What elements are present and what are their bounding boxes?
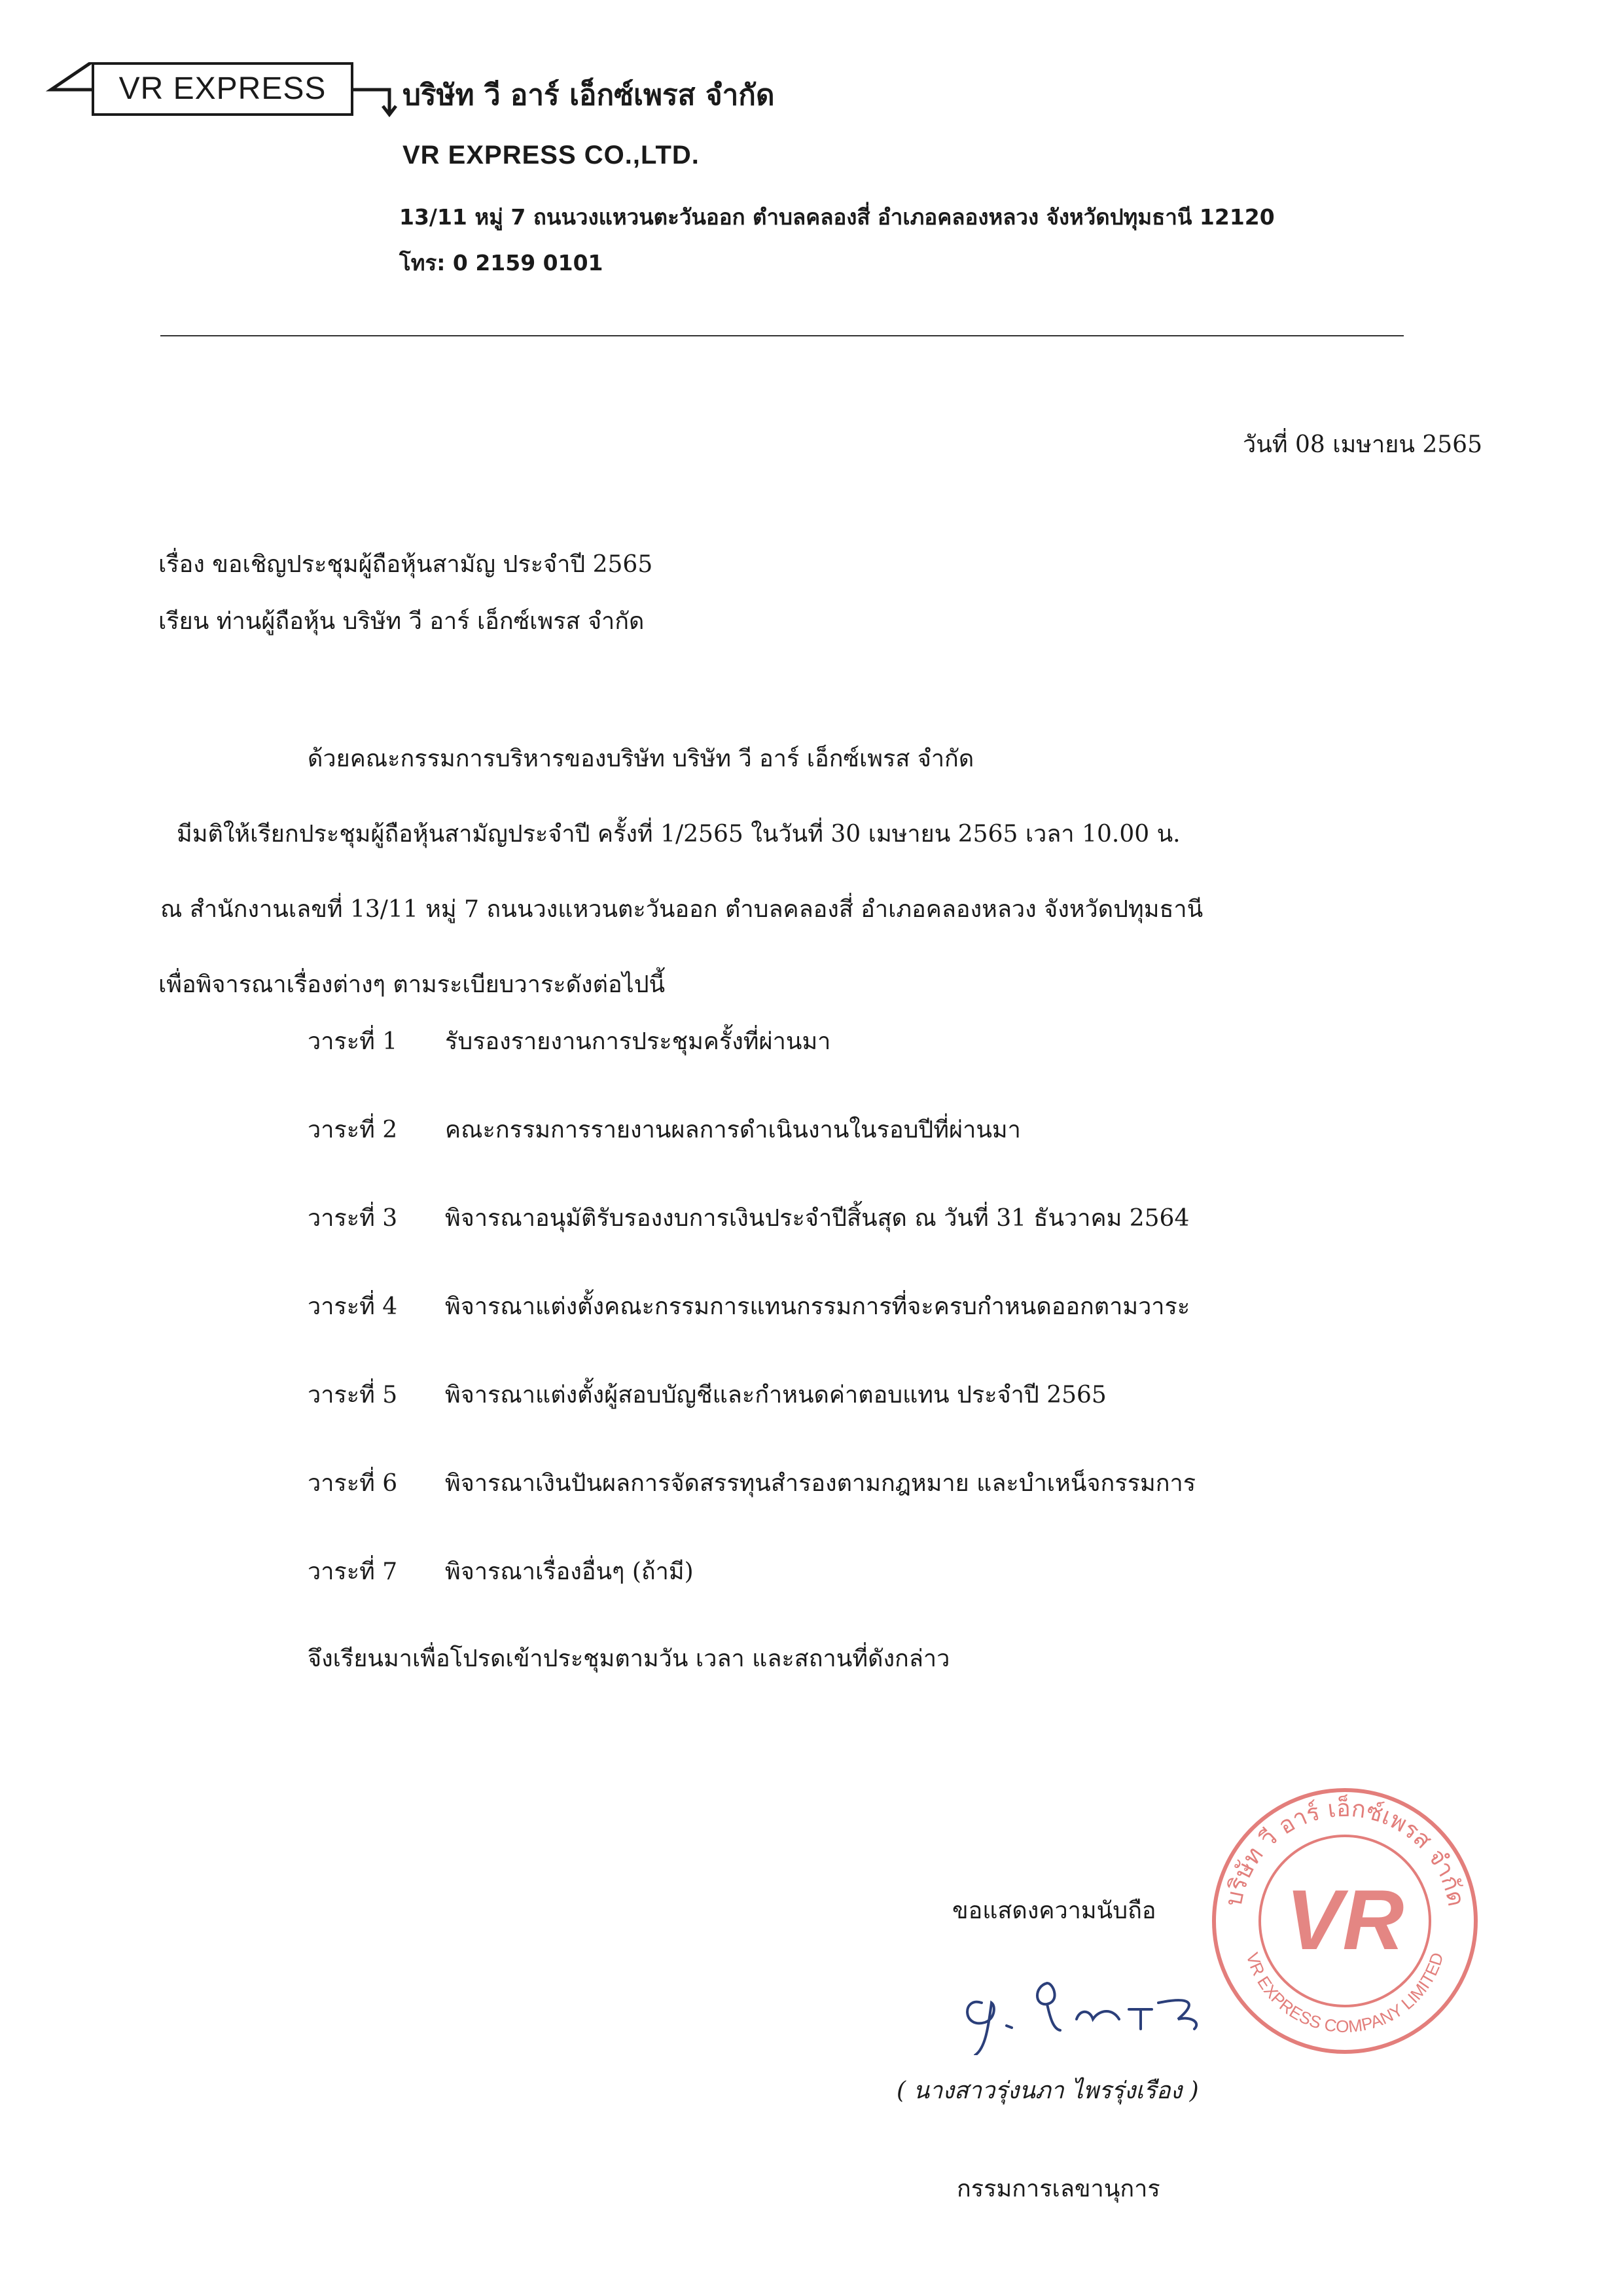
agenda-number: วาระที่ 3 [308,1205,398,1232]
agenda-number: วาระที่ 2 [308,1117,398,1143]
agenda-number: วาระที่ 1 [308,1028,398,1055]
logo-text: VR EXPRESS [92,62,353,116]
body-line-1: ด้วยคณะกรรมการบริหารของบริษัท บริษัท วี อาร์ เอ็กซ์เพรส จำกัด [308,745,974,772]
agenda-number: วาระที่ 6 [308,1470,398,1497]
agenda-text: พิจารณาเรื่องอื่นๆ (ถ้ามี) [445,1558,694,1585]
logo-arrow-left-icon [46,62,93,101]
stamp-ring-text-bottom: VR EXPRESS COMPANY LIMITED [1242,1950,1448,2037]
letter-subject: เรื่อง ขอเชิญประชุมผู้ถือหุ้นสามัญ ประจำปี 2565 [158,551,653,578]
closing-line: จึงเรียนมาเพื่อโปรดเข้าประชุมตามวัน เวลา และสถานที่ดังกล่าว [308,1645,950,1672]
letter-recipient: เรียน ท่านผู้ถือหุ้น บริษัท วี อาร์ เอ็กซ์เพรส จำกัด [158,608,645,635]
agenda-number: วาระที่ 5 [308,1382,398,1408]
logo-arrow-right-icon [353,83,399,122]
agenda-text: รับรองรายงานการประชุมครั้งที่ผ่านมา [445,1028,831,1055]
agenda-text: พิจารณาแต่งตั้งผู้สอบบัญชีและกำหนดค่าตอบแทน ประจำปี 2565 [445,1382,1107,1408]
stamp-ring-text-top: บริษัท วี อาร์ เอ็กซ์เพรส จำกัด [1220,1795,1470,1909]
company-seal-stamp [1204,1780,1486,2062]
signer-name: ( นางสาวรุ่งนภา ไพรรุ่งเรือง ) [897,2077,1199,2104]
signer-title: กรรมการเลขานุการ [957,2176,1160,2202]
company-phone: โทร: 0 2159 0101 [399,250,603,276]
agenda-number: วาระที่ 7 [308,1558,398,1585]
company-name-th: บริษัท วี อาร์ เอ็กซ์เพรส จำกัด [402,79,775,112]
header-divider [160,335,1404,336]
body-line-4: เพื่อพิจารณาเรื่องต่างๆ ตามระเบียบวาระดังต่อไปนี้ [158,971,666,998]
regards-text: ขอแสดงความนับถือ [952,1897,1156,1924]
body-line-2: มีมติให้เรียกประชุมผู้ถือหุ้นสามัญประจำปี ครั้งที่ 1/2565 ในวันที่ 30 เมษายน 2565 เวลา 10.00 น. [177,821,1181,848]
agenda-text: พิจารณาอนุมัติรับรองงบการเงินประจำปีสิ้นสุด ณ วันที่ 31 ธันวาคม 2564 [445,1205,1190,1232]
agenda-text: พิจารณาเงินปันผลการจัดสรรทุนสำรองตามกฎหมาย และบำเหน็จกรรมการ [445,1470,1196,1497]
stamp-center-text: VR [1285,1872,1404,1967]
agenda-text: คณะกรรมการรายงานผลการดำเนินงานในรอบปีที่ผ่านมา [445,1117,1021,1143]
company-address: 13/11 หมู่ 7 ถนนวงแหวนตะวันออก ตำบลคลองสี่ อำเภอคลองหลวง จังหวัดปทุมธานี 12120 [399,204,1275,230]
agenda-text: พิจารณาแต่งตั้งคณะกรรมการแทนกรรมการที่จะครบกำหนดออกตามวาระ [445,1293,1190,1320]
company-logo [46,62,406,128]
agenda-number: วาระที่ 4 [308,1293,398,1320]
company-name-en: VR EXPRESS CO.,LTD. [402,141,700,170]
letter-date: วันที่ 08 เมษายน 2565 [1243,431,1482,458]
body-line-3: ณ สำนักงานเลขที่ 13/11 หมู่ 7 ถนนวงแหวนตะวันออก ตำบลคลองสี่ อำเภอคลองหลวง จังหวัดปทุมธานี [160,896,1204,923]
